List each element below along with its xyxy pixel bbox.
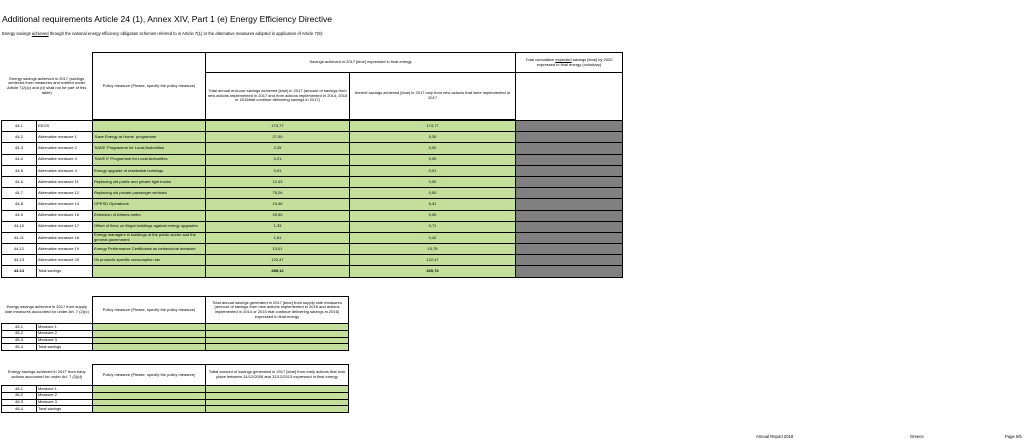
row-measure: Total savings (37, 406, 93, 413)
table-row (2, 199, 623, 210)
row-total-savings: 122,47 (206, 255, 350, 266)
row-measure: Alternative measure 3 (37, 154, 93, 165)
row-code: 46-3 (2, 399, 37, 406)
row-policy: 'SAVE' Programme for Local Authorities (93, 143, 206, 154)
row-new-savings: 0,00 (350, 176, 516, 187)
page-title: Additional requirements Article 24 (1), Annex XIV, Part 1 (e) Energy Efficiency Directive (2, 14, 333, 24)
row-measure: Measure 3 (37, 337, 93, 344)
table-row (2, 176, 623, 187)
row-new-savings: 0,00 (350, 210, 516, 221)
row-policy (93, 324, 206, 331)
t46-header-energy-savings: Energy savings achieved in 2017 from early actions accounted for under Art. 7 (2)(d) (2, 365, 93, 386)
row-measure: Total savings (37, 266, 93, 277)
row-code: 44-13 (2, 255, 37, 266)
row-policy: Replacing old public and private light trucks (93, 176, 206, 187)
row-new-savings: 10,75 (350, 244, 516, 255)
t46-header-total-amount: Tottal amount of savings generated in 2017 [ktoe] from early actions that took place between 31/12/2008 and 31/12/2013 expressed in final energy (206, 365, 349, 386)
table-row (2, 255, 623, 266)
row-measure: Alternative measure 2 (37, 143, 93, 154)
row-cumulative (516, 255, 623, 266)
row-measure: Alternative measure 19 (37, 244, 93, 255)
row-code: 45-2 (2, 330, 37, 337)
row-measure: EEOS (37, 121, 93, 132)
row-measure: Alternative measure 4 (37, 165, 93, 176)
row-measure: Alternative measure 16 (37, 210, 93, 221)
row-policy (93, 386, 206, 393)
row-total-savings: 29,30 (206, 210, 350, 221)
footer-report: Annual Report 2018 (756, 434, 794, 439)
row-cumulative (516, 154, 623, 165)
row-code: 46-4 (2, 406, 37, 413)
row-savings (206, 330, 349, 337)
t44-header-total-annual: Total annual end-use savings achieved [ktoe] in 2017 (amount of savings from new actions implemented in 2017 and from actions implemented in 2014, 2015 or 2016that continue delivering savings in 2017) (206, 73, 350, 120)
t45-header-energy-savings: Energy savings achieved in 2017 from supply side measures accounted for under Art. 7 (2)(c) (2, 297, 93, 324)
row-policy: 'SAVE II' Programme for Local Authorities (93, 154, 206, 165)
row-cumulative (516, 165, 623, 176)
page-subtitle: Energy savings achieved through the national energy efficiency obligation schemes referred to in Article 7(1) or the alternative measures adopted in application of Article 7(9): (2, 31, 324, 36)
row-measure: Measure 2 (37, 392, 93, 399)
row-code: 44-2 (2, 132, 37, 143)
row-total-savings: 12,43 (206, 176, 350, 187)
row-cumulative (516, 266, 623, 277)
row-savings (206, 392, 349, 399)
row-policy (93, 392, 206, 399)
table-row (2, 121, 623, 132)
row-code: 44-9 (2, 210, 37, 221)
row-total-savings: 75,26 (206, 188, 350, 199)
row-new-savings: 0,01 (350, 165, 516, 176)
row-new-savings: 0,71 (350, 221, 516, 232)
row-cumulative (516, 121, 623, 132)
table-row (2, 337, 349, 344)
row-code: 44-1 (2, 121, 37, 132)
table-row (2, 399, 349, 406)
row-cumulative (516, 232, 623, 243)
table-row (2, 221, 623, 232)
row-code: 44-10 (2, 221, 37, 232)
row-policy (93, 399, 206, 406)
row-policy (93, 406, 206, 413)
table-row (2, 244, 623, 255)
row-policy: 'Save Energy at Home' programme (93, 132, 206, 143)
row-savings (206, 324, 349, 331)
table-row (2, 266, 623, 277)
table-row (2, 232, 623, 243)
row-savings (206, 399, 349, 406)
row-policy: Offset of fines on illegal buildings against energy upgrades (93, 221, 206, 232)
table-row (2, 210, 623, 221)
row-total-savings: 1,61 (206, 232, 350, 243)
t44-header-savings-achieved: Savings achieved in 2017 [ktoe] expressed in final energy (206, 53, 516, 73)
table-row (2, 132, 623, 143)
row-new-savings: 0,00 (350, 154, 516, 165)
row-cumulative (516, 210, 623, 221)
row-code: 46-2 (2, 392, 37, 399)
row-policy (93, 330, 206, 337)
row-measure: Alternative measure 1 (37, 132, 93, 143)
row-code: 44-7 (2, 188, 37, 199)
row-policy: OPESD Operations (93, 199, 206, 210)
row-policy: Energy upgrade of residential buildings (93, 165, 206, 176)
row-code: 44-3 (2, 143, 37, 154)
row-code: 44-4 (2, 154, 37, 165)
row-measure: Alternative measure 18 (37, 232, 93, 243)
row-code: 44-11 (2, 232, 37, 243)
t44-header-new-actions: thereof savings achieved [ktoe] in 2017 only from new actions that were implemented in 2017 (350, 73, 516, 120)
row-cumulative (516, 199, 623, 210)
row-new-savings: 174,77 (350, 121, 516, 132)
row-total-savings: 27,00 (206, 132, 350, 143)
row-new-savings: 0,00 (350, 143, 516, 154)
row-policy (93, 344, 206, 351)
table-row (2, 406, 349, 413)
row-savings (206, 406, 349, 413)
row-policy: Oil products specific consumption tax (93, 255, 206, 266)
table-row (2, 165, 623, 176)
table-row (2, 344, 349, 351)
row-savings (206, 337, 349, 344)
row-new-savings: 5,30 (350, 132, 516, 143)
row-total-savings: 13,01 (206, 244, 350, 255)
t44-header-policy-measure: Policy measure (Please, specify the policy measure) (93, 53, 206, 120)
table-row (2, 324, 349, 331)
row-measure: Alternative measure 14 (37, 199, 93, 210)
row-code: 45-3 (2, 337, 37, 344)
row-code: 45-1 (2, 324, 37, 331)
row-cumulative (516, 132, 623, 143)
table-row (2, 330, 349, 337)
row-measure: Measure 3 (37, 399, 93, 406)
table-row (2, 143, 623, 154)
row-measure: Alternative measure 12 (37, 188, 93, 199)
row-cumulative (516, 188, 623, 199)
row-measure: Measure 2 (37, 330, 93, 337)
row-new-savings: 0,00 (350, 188, 516, 199)
row-code: 44-5 (2, 165, 37, 176)
row-savings (206, 344, 349, 351)
table-44-energy-savings (1, 52, 623, 278)
t45-header-policy-measure: Policy measure (Please, specify the policy measure) (93, 297, 206, 324)
row-total-savings: 19,46 (206, 199, 350, 210)
row-cumulative (516, 143, 623, 154)
row-code: 44-12 (2, 244, 37, 255)
table-46-early-actions (1, 364, 349, 413)
table-row (2, 154, 623, 165)
row-policy (93, 266, 206, 277)
row-policy: Replacing old private passenger vehicles (93, 188, 206, 199)
footer-page: Page 5/5 (1005, 434, 1022, 439)
row-code: 44-8 (2, 199, 37, 210)
row-code: 46-1 (2, 386, 37, 393)
row-policy: Extension of Athens metro (93, 210, 206, 221)
row-total-savings: 2,25 (206, 143, 350, 154)
row-cumulative (516, 244, 623, 255)
row-policy: Energy managers in buildings of the public sector and the general government (93, 232, 206, 243)
row-measure: Measure 1 (37, 386, 93, 393)
t45-header-total-annual: Total annual savings generated in 2017 [ktoe] from supply side measures (amount of savings from new actions implemented in 2016 and actions implemented in 2014 or 2015 that continue delivering savings in 2016) expressed in final energy (206, 297, 349, 324)
table-45-supply-side (1, 296, 349, 351)
row-code: 44-14 (2, 266, 37, 277)
row-code: 45-4 (2, 344, 37, 351)
row-total-savings: 489,12 (206, 266, 350, 277)
table-row (2, 188, 623, 199)
row-measure: Alternative measure 17 (37, 221, 93, 232)
row-new-savings: 122,47 (350, 255, 516, 266)
row-new-savings: 320,74 (350, 266, 516, 277)
row-cumulative (516, 221, 623, 232)
row-policy (93, 337, 206, 344)
row-measure: Total savings (37, 344, 93, 351)
row-code: 44-6 (2, 176, 37, 187)
table-row (2, 392, 349, 399)
footer-country: Greece (910, 434, 924, 439)
row-total-savings: 174,77 (206, 121, 350, 132)
row-cumulative (516, 176, 623, 187)
t44-header-blank (516, 73, 623, 120)
row-new-savings: 0,42 (350, 232, 516, 243)
t44-header-cumulative: Total cumulative expected savings [ktoe] by 2020 expressed in final energy (voluntary) (516, 53, 623, 73)
row-measure: Measure 1 (37, 324, 93, 331)
row-measure: Alternative measure 11 (37, 176, 93, 187)
row-total-savings: 1,33 (206, 221, 350, 232)
row-total-savings: 0,01 (206, 165, 350, 176)
table-row (2, 386, 349, 393)
row-new-savings: 6,31 (350, 199, 516, 210)
t44-header-energy-savings: Energy savings achieved in 2017 (savings achieved from measures and notified under Article 7(2)(c) and (d) shall not be part of this table) (2, 53, 93, 120)
t46-header-policy-measure: Policy measure (Please, specify the policy measure) (93, 365, 206, 386)
row-policy: Energy Performance Certificates as behavioural measure (93, 244, 206, 255)
row-policy (93, 121, 206, 132)
row-measure: Alternative measure 20 (37, 255, 93, 266)
row-savings (206, 386, 349, 393)
row-total-savings: 0,21 (206, 154, 350, 165)
